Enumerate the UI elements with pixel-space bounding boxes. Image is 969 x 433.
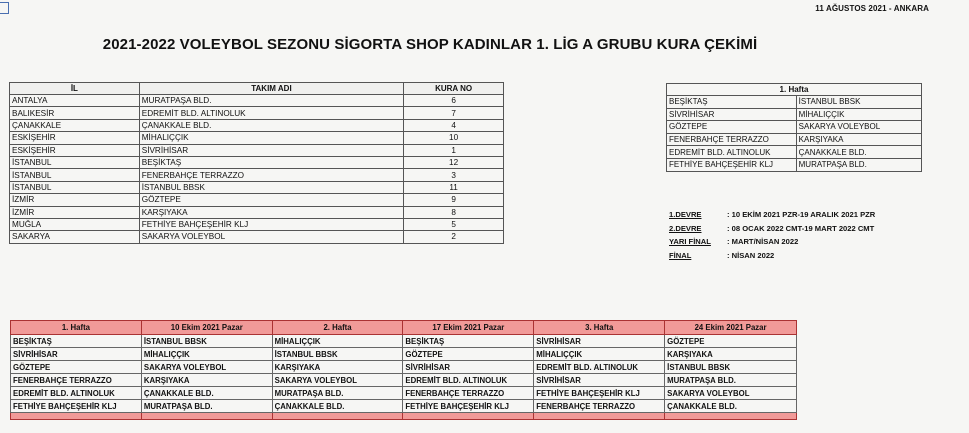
province-cell: ESKİŞEHİR [10, 132, 140, 144]
fixture-team-cell: FENERBAHÇE TERRAZZO [534, 400, 665, 413]
fixture-team-cell: MİHALIÇÇIK [141, 348, 272, 361]
home-team-cell: GÖZTEPE [667, 121, 797, 134]
fixture-team-cell: İSTANBUL BBSK [272, 348, 403, 361]
fixture-team-cell: FENERBAHÇE TERRAZZO [11, 374, 142, 387]
fixture-team-cell: MURATPAŞA BLD. [272, 387, 403, 400]
season-date-value: : 10 EKİM 2021 PZR-19 ARALIK 2021 PZR [727, 210, 876, 219]
table-row [10, 132, 504, 144]
fixture-team-cell: SİVRİHİSAR [403, 361, 534, 374]
season-date-line [669, 249, 875, 263]
draw-number-cell: 4 [404, 119, 504, 131]
table-row [11, 348, 797, 361]
team-cell: ÇANAKKALE BLD. [139, 119, 403, 131]
corner-mark [0, 2, 9, 14]
home-team-cell: EDREMİT BLD. ALTINOLUK [667, 146, 797, 159]
table-row [10, 206, 504, 218]
table-row [667, 146, 922, 159]
home-team-cell: BEŞİKTAŞ [667, 96, 797, 109]
fixture-team-cell: FETHİYE BAHÇEŞEHİR KLJ [403, 400, 534, 413]
fixture-team-cell: GÖZTEPE [403, 348, 534, 361]
team-cell: FETHİYE BAHÇEŞEHİR KLJ [139, 218, 403, 230]
table-row [10, 231, 504, 243]
home-team-cell: SİVRİHİSAR [667, 108, 797, 121]
draw-number-cell: 6 [404, 95, 504, 107]
team-cell: EDREMİT BLD. ALTINOLUK [139, 107, 403, 119]
draw-number-cell: 8 [404, 206, 504, 218]
province-cell: ÇANAKKALE [10, 119, 140, 131]
strip-cell [665, 413, 797, 420]
away-team-cell: SAKARYA VOLEYBOL [796, 121, 921, 134]
province-cell: MUĞLA [10, 218, 140, 230]
week2-date: 17 Ekim 2021 Pazar [403, 321, 534, 335]
fixture-team-cell: KARŞIYAKA [141, 374, 272, 387]
season-date-label: 1.DEVRE [669, 210, 702, 219]
fixture-team-cell: İSTANBUL BBSK [141, 335, 272, 348]
province-cell: İZMİR [10, 194, 140, 206]
week1-table [666, 83, 922, 172]
draw-number-cell: 7 [404, 107, 504, 119]
team-cell: GÖZTEPE [139, 194, 403, 206]
week1-header: 1. Hafta [667, 84, 922, 96]
table-row [11, 374, 797, 387]
table-row [10, 169, 504, 181]
column-header-province: İL [10, 83, 140, 95]
province-cell: ANTALYA [10, 95, 140, 107]
fixtures-header [11, 321, 797, 335]
season-date-value: : MART/NİSAN 2022 [727, 237, 799, 247]
strip-cell [534, 413, 665, 420]
strip-cell [141, 413, 272, 420]
away-team-cell: MURATPAŞA BLD. [796, 158, 921, 171]
page-title: 2021-2022 VOLEYBOL SEZONU SİGORTA SHOP KADINLAR 1. LİG A GRUBU KURA ÇEKİMİ [102, 36, 758, 53]
fixture-team-cell: ÇANAKKALE BLD. [141, 387, 272, 400]
strip-cell [11, 413, 142, 420]
strip-cell [272, 413, 403, 420]
draw-number-cell: 1 [404, 144, 504, 156]
fixture-team-cell: EDREMİT BLD. ALTINOLUK [534, 361, 665, 374]
season-date-line [669, 235, 875, 249]
table-row [11, 361, 797, 374]
away-team-cell: KARŞIYAKA [796, 133, 921, 146]
draw-table-header [10, 83, 504, 95]
fixture-team-cell: KARŞIYAKA [272, 361, 403, 374]
table-row [11, 400, 797, 413]
week1-date: 10 Ekim 2021 Pazar [141, 321, 272, 335]
strip-cell [403, 413, 534, 420]
season-date-label: 2.DEVRE [669, 223, 702, 233]
fixture-team-cell: BEŞİKTAŞ [11, 335, 142, 348]
draw-number-cell: 12 [404, 156, 504, 168]
table-row [10, 218, 504, 230]
season-dates [669, 208, 875, 262]
team-cell: İSTANBUL BBSK [139, 181, 403, 193]
away-team-cell: İSTANBUL BBSK [796, 96, 921, 109]
fixture-team-cell: MİHALIÇÇIK [272, 335, 403, 348]
week1-label: 1. Hafta [11, 321, 142, 335]
fixture-team-cell: SAKARYA VOLEYBOL [141, 361, 272, 374]
draw-table [9, 82, 504, 244]
table-row [10, 107, 504, 119]
season-date-value: : NİSAN 2022 [727, 250, 775, 260]
season-date-line [669, 222, 875, 236]
team-cell: SAKARYA VOLEYBOL [139, 231, 403, 243]
team-cell: SİVRİHİSAR [139, 144, 403, 156]
fixture-team-cell: GÖZTEPE [665, 335, 797, 348]
draw-number-cell: 2 [404, 231, 504, 243]
home-team-cell: FENERBAHÇE TERRAZZO [667, 133, 797, 146]
table-row [11, 387, 797, 400]
province-cell: ESKİŞEHİR [10, 144, 140, 156]
fixture-team-cell: ÇANAKKALE BLD. [272, 400, 403, 413]
season-date-label: FİNAL [669, 250, 692, 260]
fixture-team-cell: FETHİYE BAHÇEŞEHİR KLJ [534, 387, 665, 400]
column-header-team: TAKIM ADI [139, 83, 403, 95]
week2-label: 2. Hafta [272, 321, 403, 335]
province-cell: BALIKESİR [10, 107, 140, 119]
fixture-team-cell: SAKARYA VOLEYBOL [665, 387, 797, 400]
fixture-team-cell: MİHALIÇÇIK [534, 348, 665, 361]
table-row [667, 108, 922, 121]
team-cell: BEŞİKTAŞ [139, 156, 403, 168]
table-row [10, 181, 504, 193]
week3-date: 24 Ekim 2021 Pazar [665, 321, 797, 335]
province-cell: SAKARYA [10, 231, 140, 243]
fixture-team-cell: İSTANBUL BBSK [665, 361, 797, 374]
province-cell: İSTANBUL [10, 169, 140, 181]
draw-number-cell: 5 [404, 218, 504, 230]
next-week-header-strip [11, 413, 797, 420]
fixture-team-cell: KARŞIYAKA [665, 348, 797, 361]
fixture-team-cell: FENERBAHÇE TERRAZZO [403, 387, 534, 400]
fixture-team-cell: EDREMİT BLD. ALTINOLUK [403, 374, 534, 387]
fixture-team-cell: EDREMİT BLD. ALTINOLUK [11, 387, 142, 400]
table-row [10, 194, 504, 206]
fixture-team-cell: FETHİYE BAHÇEŞEHİR KLJ [11, 400, 142, 413]
table-row [11, 335, 797, 348]
table-row [667, 96, 922, 109]
season-date-value: : 08 OCAK 2022 CMT-19 MART 2022 CMT [727, 223, 875, 233]
date-location: 11 AĞUSTOS 2021 - ANKARA [815, 4, 929, 13]
table-row [10, 95, 504, 107]
draw-number-cell: 11 [404, 181, 504, 193]
column-header-draw-no: KURA NO [404, 83, 504, 95]
draw-number-cell: 3 [404, 169, 504, 181]
away-team-cell: MİHALIÇÇIK [796, 108, 921, 121]
team-cell: KARŞIYAKA [139, 206, 403, 218]
table-row [667, 121, 922, 134]
fixture-team-cell: BEŞİKTAŞ [403, 335, 534, 348]
week3-label: 3. Hafta [534, 321, 665, 335]
province-cell: İSTANBUL [10, 156, 140, 168]
table-row [10, 144, 504, 156]
table-row [10, 156, 504, 168]
fixture-team-cell: MURATPAŞA BLD. [141, 400, 272, 413]
fixture-team-cell: ÇANAKKALE BLD. [665, 400, 797, 413]
table-row [10, 119, 504, 131]
draw-number-cell: 10 [404, 132, 504, 144]
fixture-team-cell: SAKARYA VOLEYBOL [272, 374, 403, 387]
fixture-team-cell: GÖZTEPE [11, 361, 142, 374]
away-team-cell: ÇANAKKALE BLD. [796, 146, 921, 159]
fixture-team-cell: SİVRİHİSAR [11, 348, 142, 361]
team-cell: MURATPAŞA BLD. [139, 95, 403, 107]
team-cell: FENERBAHÇE TERRAZZO [139, 169, 403, 181]
province-cell: İZMİR [10, 206, 140, 218]
home-team-cell: FETHİYE BAHÇEŞEHİR KLJ [667, 158, 797, 171]
fixtures-table [10, 320, 797, 420]
season-date-label: YARI FİNAL [669, 237, 711, 247]
province-cell: İSTANBUL [10, 181, 140, 193]
fixture-team-cell: SİVRİHİSAR [534, 335, 665, 348]
draw-number-cell: 9 [404, 194, 504, 206]
fixture-team-cell: MURATPAŞA BLD. [665, 374, 797, 387]
season-date-line [669, 208, 875, 222]
table-row [667, 158, 922, 171]
fixture-team-cell: SİVRİHİSAR [534, 374, 665, 387]
table-row [667, 133, 922, 146]
team-cell: MİHALIÇÇIK [139, 132, 403, 144]
